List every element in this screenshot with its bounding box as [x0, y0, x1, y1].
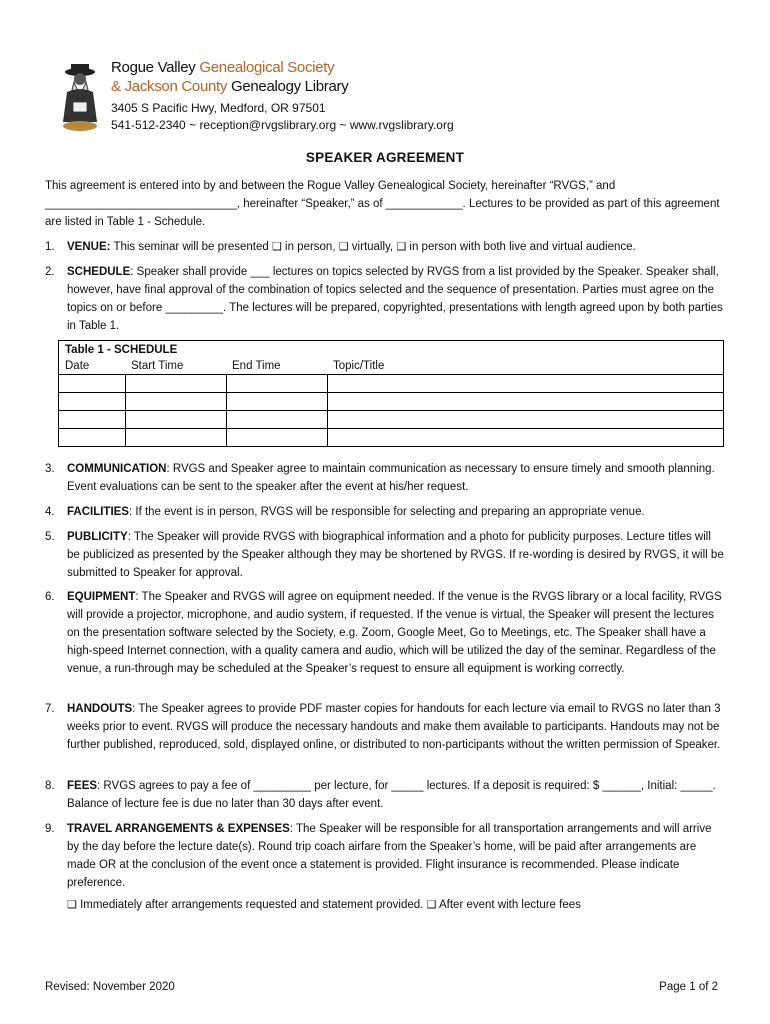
col-date: Date: [59, 358, 126, 375]
page-number: Page 1 of 2: [659, 981, 718, 993]
org-website[interactable]: www.rvgslibrary.org: [349, 118, 454, 132]
checkbox-virtual[interactable]: ❑: [338, 241, 349, 253]
col-topic: Topic/Title: [327, 358, 724, 375]
checkbox-pay-after-event[interactable]: ❑: [426, 899, 437, 911]
item-travel: 9. TRAVEL ARRANGEMENTS & EXPENSES: The Speaker will be responsible for all transportation arrangements and will arrive by the day before the lecture date(s). Round trip coach airfare from the Speaker’s home, will be paid after arrangements are made OR at the conclusion of the event once a statement is provided. Flight insurance is recommended. Please indicate preference. ❑ Immediately after arrangements requested and statement provided. ❑ After event with lecture fees: [45, 820, 725, 914]
separator-icon: ~: [189, 118, 197, 132]
item-schedule: 2. SCHEDULE: Speaker shall provide ___ lectures on topics selected by RVGS from a list provided by the Speaker. Speaker shall, however, have final approval of the combination of topics selected and the sequence of presentation. Parties must agree on the topics on or before _________. The lectures will be prepared, copyrighted, presentations with length agreed upon by both parties in Table 1.: [45, 266, 723, 332]
organization-block: [111, 58, 454, 134]
item-facilities: 4. FACILITIES: If the event is in person, RVGS will be responsible for selecting and preparing an appropriate venue.: [45, 506, 645, 518]
item-equipment: 6. EQUIPMENT: The Speaker and RVGS will agree on equipment needed. If the venue is the RVGS library or a local facility, RVGS will provide a projector, microphone, and audio system, if requested. If the venue is virtual, the Speaker will present the lectures on the presentation software selected by the Society, e.g. Zoom, Google Meet, Go to Meetings, etc. The Speaker shall have a high-speed Internet connection, with a quality camera and audio, which will be utilized the day of the seminar. Regardless of the venue, a run-through may be scheduled at the Speaker’s request to ensure all equipment is working correctly.: [45, 591, 722, 675]
col-start-time: Start Time: [125, 358, 226, 375]
item-venue: 1. VENUE: This seminar will be presented ❑ in person, ❑ virtually, ❑ in person with both live and virtual audience.: [45, 241, 636, 253]
letterhead: [57, 58, 717, 138]
table-row: [59, 429, 724, 447]
org-contact-line: [111, 117, 454, 134]
revision-date: Revised: November 2020: [45, 981, 175, 993]
org-email[interactable]: reception@rvgslibrary.org: [199, 118, 337, 132]
document-title: SPEAKER AGREEMENT: [305, 150, 465, 165]
travel-payment-options: ❑ Immediately after arrangements requested and statement provided. ❑ After event with lecture fees: [67, 899, 581, 911]
intro-paragraph: This agreement is entered into by and between the Rogue Valley Genealogical Society, hereinafter “RVGS,” and ______________________________, hereinafter “Speaker,” as of ____________. Lectures to be provided as part of this agreement are listed in Table 1 - Schedule.: [45, 180, 720, 228]
org-name-line1: Rogue Valley Genealogical Society: [111, 59, 335, 76]
item-publicity: 5. PUBLICITY: The Speaker will provide RVGS with biographical information and a photo for publicity purposes. Lecture titles will be publicized as presented by the Speaker although they may be shortened by RVGS. If re-wording is desired by RVGS, it will be submitted to Speaker for approval.: [45, 531, 724, 579]
table-caption: Table 1 - SCHEDULE: [59, 341, 724, 359]
checkbox-hybrid[interactable]: ❑: [396, 241, 407, 253]
item-fees: 8. FEES: RVGS agrees to pay a fee of _________ per lecture, for _____ lectures. If a deposit is required: $ ______, Initial: _____. Balance of lecture fee is due no later than 30 days after event.: [45, 780, 716, 810]
separator-icon: ~: [339, 118, 347, 132]
checkbox-pay-after-arrangements[interactable]: ❑: [67, 899, 77, 911]
schedule-table: [58, 340, 724, 447]
table-row: [59, 393, 724, 411]
org-name-line2: & Jackson County Genealogy Library: [111, 78, 349, 95]
item-handouts: 7. HANDOUTS: The Speaker agrees to provide PDF master copies for handouts for each lecture via email to RVGS no later than 3 weeks prior to event. RVGS will produce the necessary handouts and make them available to participants. Handouts may not be further published, reproduced, sold, displayed online, or distributed to non-participants without the written permission of Speaker.: [45, 703, 721, 751]
checkbox-in-person[interactable]: ❑: [271, 241, 282, 253]
col-end-time: End Time: [226, 358, 327, 375]
org-address: 3405 S Pacific Hwy, Medford, OR 97501: [111, 101, 326, 115]
table-row: [59, 375, 724, 393]
org-phone: 541-512-2340: [111, 118, 186, 132]
item-communication: 3. COMMUNICATION: RVGS and Speaker agree to maintain communication as necessary to ensure timely and smooth planning. Event evaluations can be sent to the speaker after the event at his/her request.: [45, 463, 715, 493]
genealogist-logo-icon: [57, 62, 103, 134]
table-row: [59, 411, 724, 429]
